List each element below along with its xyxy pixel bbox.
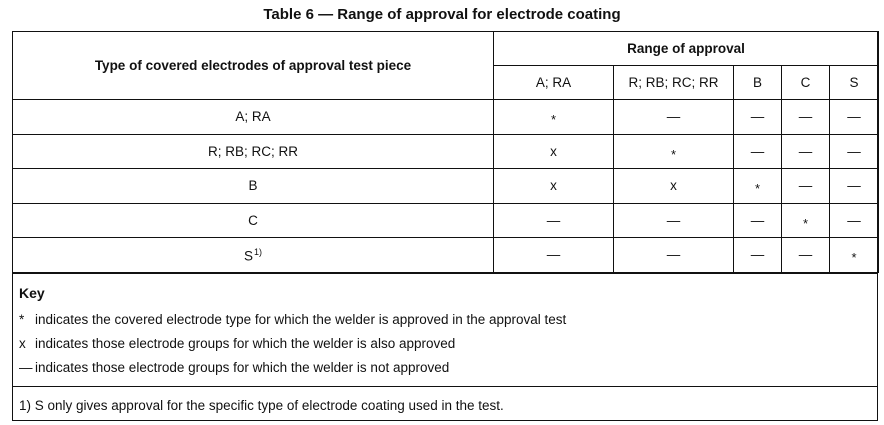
table-row (13, 203, 879, 238)
approval-cell (614, 238, 734, 273)
approval-cell (614, 134, 734, 169)
approval-cell (782, 169, 830, 204)
approval-cell (734, 100, 782, 135)
row-label (13, 100, 494, 135)
key-heading: Key (19, 285, 45, 301)
approval-cell (782, 238, 830, 273)
approval-cell (614, 100, 734, 135)
key-divider (12, 273, 878, 274)
approval-cell (830, 238, 879, 273)
dash-icon: — (798, 247, 813, 263)
approval-cell (734, 169, 782, 204)
dash-icon: — (750, 247, 765, 263)
dash-icon: — (798, 178, 813, 194)
column-header: B (734, 66, 782, 100)
x-mark-icon: x (550, 143, 557, 159)
row-label-text: A; RA (235, 109, 271, 125)
dash-icon: — (847, 109, 861, 125)
table-row (13, 134, 879, 169)
dash-icon: — (666, 109, 681, 125)
approval-cell (614, 169, 734, 204)
row-label (13, 134, 494, 169)
column-header: R; RB; RC; RR (614, 66, 734, 100)
row-label (13, 203, 494, 238)
key-item-dash (19, 360, 449, 375)
table-row (13, 100, 879, 135)
approval-cell (494, 169, 614, 204)
dash-icon: — (750, 143, 765, 159)
column-header: S (830, 66, 879, 100)
footnote-divider (12, 386, 878, 387)
asterisk-icon: * (19, 312, 25, 327)
approval-cell (494, 100, 614, 135)
dash-icon: — (750, 109, 765, 125)
key-item-star (19, 312, 566, 327)
approval-cell (494, 203, 614, 238)
approval-cell (734, 238, 782, 273)
approval-cell (782, 134, 830, 169)
approval-cell (782, 203, 830, 238)
table-row (13, 169, 879, 204)
column-header: C (782, 66, 830, 100)
key-item-x (19, 336, 455, 351)
table-body (13, 100, 879, 273)
x-mark-icon: x (670, 178, 677, 194)
approval-cell (830, 100, 879, 135)
header-range-of-approval: Range of approval (494, 32, 879, 66)
footnote-marker: 1) (254, 246, 263, 257)
footnote: 1) S only gives approval for the specific type of electrode coating used in the test. (19, 398, 504, 413)
approval-cell (494, 134, 614, 169)
dash-icon: — (847, 212, 861, 228)
approval-cell (734, 203, 782, 238)
key-item-text: indicates the covered electrode type for which the welder is approved in the approval test (35, 312, 567, 327)
row-label-text: S (243, 248, 253, 263)
row-label (13, 169, 494, 204)
header-type-of-electrodes: Type of covered electrodes of approval test piece (13, 32, 494, 100)
dash-icon: — (847, 143, 861, 159)
dash-icon: — (750, 212, 765, 228)
dash-icon: — (546, 247, 561, 263)
table-row (13, 238, 879, 273)
column-header: A; RA (494, 66, 614, 100)
approval-table (12, 31, 879, 273)
dash-icon: — (798, 109, 813, 125)
dash-icon: — (798, 143, 813, 159)
x-mark-icon: x (19, 336, 26, 351)
dash-icon: — (19, 360, 33, 375)
approval-cell (830, 134, 879, 169)
asterisk-icon: * (851, 250, 857, 266)
asterisk-icon: * (550, 112, 557, 128)
asterisk-icon: * (754, 181, 761, 197)
dash-icon: — (546, 212, 561, 228)
approval-cell (782, 100, 830, 135)
asterisk-icon: * (802, 215, 809, 231)
approval-cell (494, 238, 614, 273)
dash-icon: — (666, 247, 681, 263)
approval-cell (830, 169, 879, 204)
approval-cell (614, 203, 734, 238)
key-item-text: indicates those electrode groups for which the welder is not approved (35, 360, 450, 375)
table-title: Table 6 — Range of approval for electrode coating (263, 6, 621, 23)
approval-cell (734, 134, 782, 169)
dash-icon: — (666, 212, 681, 228)
dash-icon: — (847, 178, 861, 194)
approval-cell (830, 203, 879, 238)
x-mark-icon: x (550, 178, 557, 194)
row-label-text: R; RB; RC; RR (207, 143, 298, 159)
row-label-text: B (248, 178, 258, 194)
row-label (13, 238, 494, 273)
row-label-text: C (248, 212, 258, 228)
key-item-text: indicates those electrode groups for which the welder is also approved (35, 336, 456, 351)
asterisk-icon: * (670, 146, 677, 162)
